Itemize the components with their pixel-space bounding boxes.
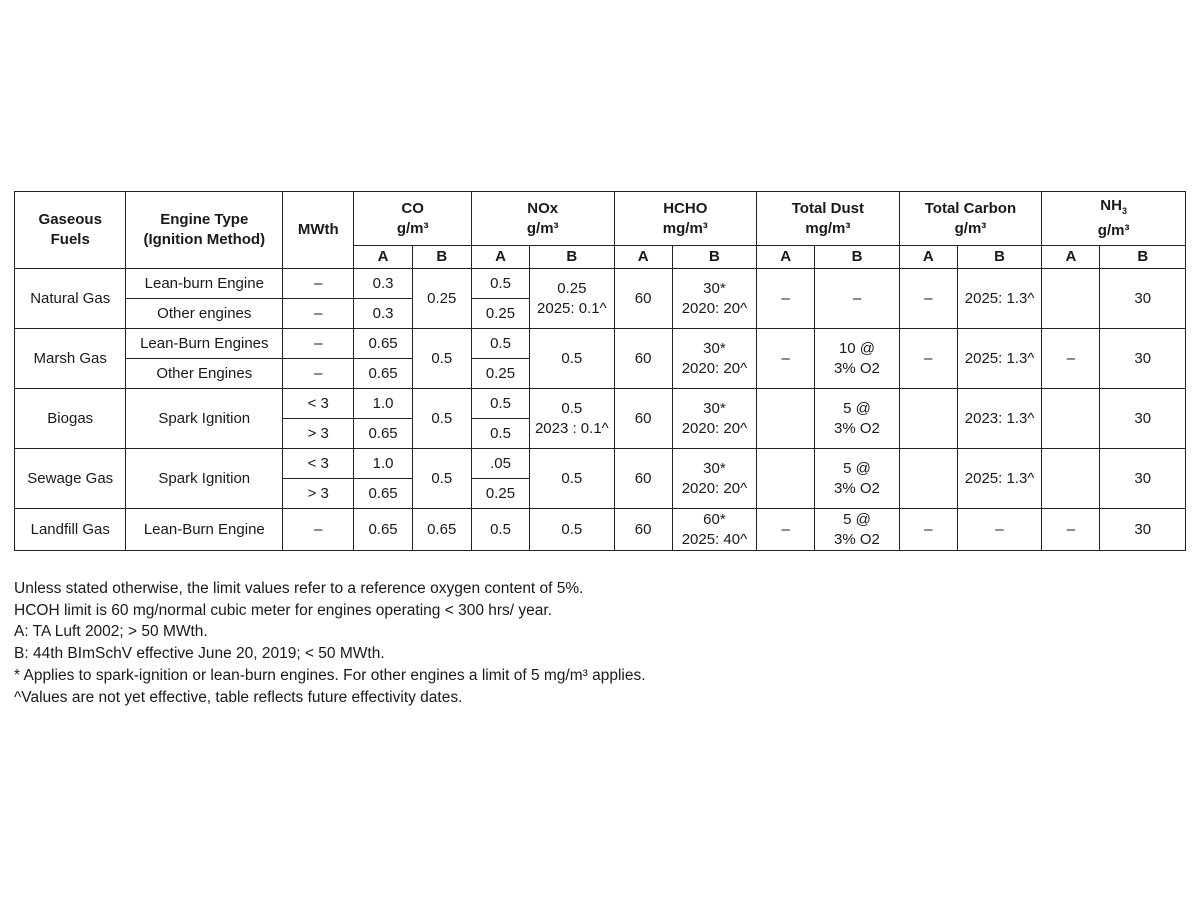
table-row (15, 269, 1186, 299)
hcho-b-cell: 30* 2020: 20^ (672, 329, 756, 389)
subheader-co-b: B (412, 246, 471, 269)
header-row-main (15, 192, 1186, 246)
header-mwth: MWth (283, 192, 354, 269)
nox-a-cell: 0.25 (471, 299, 529, 329)
co-a-cell: 0.3 (354, 269, 412, 299)
co-a-cell: 1.0 (354, 389, 412, 419)
engine-cell: Lean-burn Engine (126, 269, 283, 299)
header-gaseous-fuels: Gaseous Fuels (15, 192, 126, 269)
footnote: Unless stated otherwise, the limit values refer to a reference oxygen content of 5%. (14, 580, 584, 597)
co-a-cell: 0.65 (354, 329, 412, 359)
dust-a-cell: – (757, 269, 815, 329)
fuel-cell: Marsh Gas (15, 329, 126, 389)
subheader-nox-a: A (471, 246, 529, 269)
nox-a-cell: .05 (471, 449, 529, 479)
carbon-a-cell (899, 449, 957, 509)
header-total-carbon: Total Carbon g/m³ (899, 192, 1042, 246)
subheader-nh3-b: B (1100, 246, 1186, 269)
hcho-b-cell: 30* 2020: 20^ (672, 449, 756, 509)
dust-b-cell: 5 @ 3% O2 (815, 389, 899, 449)
carbon-a-cell: – (899, 269, 957, 329)
table-row (15, 389, 1186, 419)
mwth-cell: > 3 (283, 479, 354, 509)
nh3-a-cell: – (1042, 329, 1100, 389)
nh3-a-cell (1042, 449, 1100, 509)
emissions-limits-table (14, 191, 1186, 551)
hcho-a-cell: 60 (614, 329, 672, 389)
dust-a-cell (757, 389, 815, 449)
co-b-cell: 0.5 (412, 329, 471, 389)
header-total-dust: Total Dust mg/m³ (757, 192, 900, 246)
subheader-dust-b: B (815, 246, 899, 269)
nox-a-cell: 0.5 (471, 509, 529, 551)
fuel-cell: Biogas (15, 389, 126, 449)
co-a-cell: 0.65 (354, 479, 412, 509)
subheader-co-a: A (354, 246, 412, 269)
nh3-b-cell: 30 (1100, 329, 1186, 389)
co-b-cell: 0.5 (412, 389, 471, 449)
hcho-b-cell: 30* 2020: 20^ (672, 389, 756, 449)
mwth-cell: – (283, 269, 354, 299)
header-nox: NOx g/m³ (471, 192, 614, 246)
co-b-cell: 0.5 (412, 449, 471, 509)
mwth-cell: – (283, 509, 354, 551)
carbon-b-cell: 2025: 1.3^ (957, 329, 1041, 389)
engine-cell: Other Engines (126, 359, 283, 389)
subheader-nox-b: B (530, 246, 614, 269)
table-row (15, 329, 1186, 359)
co-a-cell: 0.65 (354, 359, 412, 389)
mwth-cell: < 3 (283, 449, 354, 479)
co-b-cell: 0.65 (412, 509, 471, 551)
engine-cell: Lean-Burn Engines (126, 329, 283, 359)
hcho-b-cell: 60* 2025: 40^ (672, 509, 756, 551)
subheader-hcho-b: B (672, 246, 756, 269)
subheader-dust-a: A (757, 246, 815, 269)
nh3-b-cell: 30 (1100, 509, 1186, 551)
carbon-b-cell: 2023: 1.3^ (957, 389, 1041, 449)
mwth-cell: > 3 (283, 419, 354, 449)
fuel-cell: Sewage Gas (15, 449, 126, 509)
nox-a-cell: 0.25 (471, 479, 529, 509)
table-footnotes (14, 578, 1186, 708)
carbon-a-cell: – (899, 329, 957, 389)
emissions-table-container (14, 191, 1186, 551)
hcho-a-cell: 60 (614, 389, 672, 449)
hcho-a-cell: 60 (614, 269, 672, 329)
engine-cell: Spark Ignition (126, 449, 283, 509)
nh3-a-cell: – (1042, 509, 1100, 551)
hcho-b-cell: 30* 2020: 20^ (672, 269, 756, 329)
mwth-cell: < 3 (283, 389, 354, 419)
carbon-a-cell: – (899, 509, 957, 551)
subheader-carbon-a: A (899, 246, 957, 269)
footnote: A: TA Luft 2002; > 50 MWth. (14, 623, 208, 641)
footnote: B: 44th BImSchV effective June 20, 2019; < 50 MWth. (14, 645, 385, 663)
co-a-cell: 1.0 (354, 449, 412, 479)
nh3-b-cell: 30 (1100, 269, 1186, 329)
header-co: CO g/m³ (354, 192, 471, 246)
subheader-nh3-a: A (1042, 246, 1100, 269)
dust-a-cell: – (757, 329, 815, 389)
nox-b-cell: 0.5 (530, 329, 614, 389)
engine-cell: Other engines (126, 299, 283, 329)
fuel-cell: Landfill Gas (15, 509, 126, 551)
nh3-a-cell (1042, 269, 1100, 329)
dust-b-cell: – (815, 269, 899, 329)
nox-b-cell: 0.5 (530, 509, 614, 551)
subheader-hcho-a: A (614, 246, 672, 269)
engine-cell: Spark Ignition (126, 389, 283, 449)
mwth-cell: – (283, 329, 354, 359)
co-b-cell: 0.25 (412, 269, 471, 329)
dust-b-cell: 5 @ 3% O2 (815, 449, 899, 509)
nh3-a-cell (1042, 389, 1100, 449)
dust-a-cell (757, 449, 815, 509)
co-a-cell: 0.65 (354, 419, 412, 449)
header-engine-type: Engine Type (Ignition Method) (126, 192, 283, 269)
hcho-a-cell: 60 (614, 509, 672, 551)
carbon-b-cell: – (957, 509, 1041, 551)
nox-a-cell: 0.5 (471, 329, 529, 359)
engine-cell: Lean-Burn Engine (126, 509, 283, 551)
footnote: HCOH limit is 60 mg/normal cubic meter for engines operating < 300 hrs/ year. (14, 601, 552, 619)
mwth-cell: – (283, 299, 354, 329)
nox-b-cell: 0.25 2025: 0.1^ (530, 269, 614, 329)
footnote: ^Values are not yet effective, table reflects future effectivity dates. (14, 688, 463, 706)
carbon-b-cell: 2025: 1.3^ (957, 449, 1041, 509)
nh3-b-cell: 30 (1100, 389, 1186, 449)
dust-b-cell: 10 @ 3% O2 (815, 329, 899, 389)
nox-a-cell: 0.5 (471, 389, 529, 419)
hcho-a-cell: 60 (614, 449, 672, 509)
subheader-carbon-b: B (957, 246, 1041, 269)
nh3-b-cell: 30 (1100, 449, 1186, 509)
table-row (15, 449, 1186, 479)
nox-b-cell: 0.5 2023 : 0.1^ (530, 389, 614, 449)
carbon-b-cell: 2025: 1.3^ (957, 269, 1041, 329)
nox-a-cell: 0.25 (471, 359, 529, 389)
mwth-cell: – (283, 359, 354, 389)
co-a-cell: 0.65 (354, 509, 412, 551)
table-row (15, 509, 1186, 551)
dust-b-cell: 5 @ 3% O2 (815, 509, 899, 551)
nox-b-cell: 0.5 (530, 449, 614, 509)
header-nh3: $NH_3$ g/m³ (1042, 192, 1186, 246)
nox-a-cell: 0.5 (471, 419, 529, 449)
header-hcho: HCHO mg/m³ (614, 192, 757, 246)
co-a-cell: 0.3 (354, 299, 412, 329)
nox-a-cell: 0.5 (471, 269, 529, 299)
carbon-a-cell (899, 389, 957, 449)
footnote: * Applies to spark-ignition or lean-burn engines. For other engines a limit of 5 mg/m³ applies. (14, 666, 646, 684)
dust-a-cell: – (757, 509, 815, 551)
fuel-cell: Natural Gas (15, 269, 126, 329)
